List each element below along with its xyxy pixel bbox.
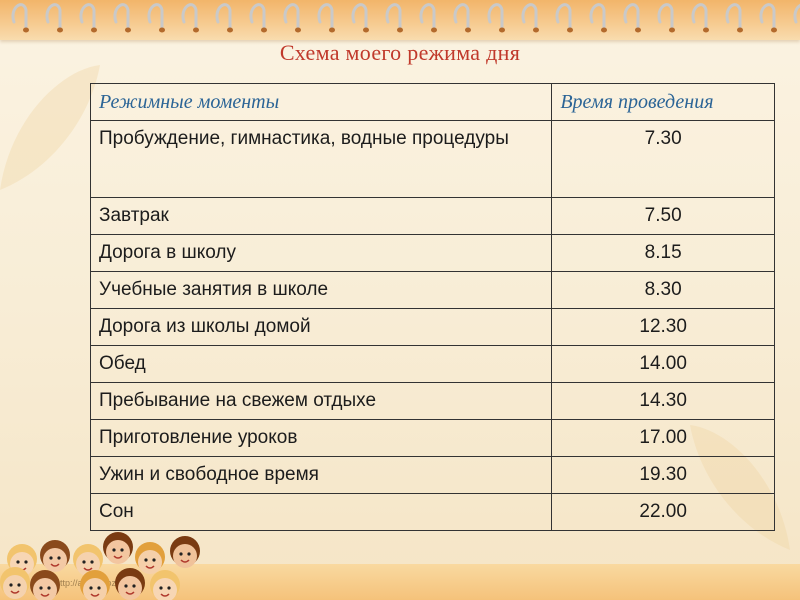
table-row: [91, 383, 775, 420]
child-eye: [124, 584, 127, 587]
ring-hole: [397, 28, 403, 33]
ring: [557, 5, 570, 30]
schedule-body: [91, 121, 775, 531]
child-eye: [39, 586, 42, 589]
activity-cell: Дорога в школу: [91, 235, 552, 272]
table-row: [91, 272, 775, 309]
ring-hole: [193, 28, 199, 33]
ring: [183, 5, 196, 30]
ring: [523, 5, 536, 30]
child-eye: [9, 583, 12, 586]
ring-hole: [261, 28, 267, 33]
ring: [727, 5, 740, 30]
ring: [489, 5, 502, 30]
table-row: [91, 420, 775, 457]
child-face: [43, 548, 67, 572]
ring-hole: [601, 28, 607, 33]
child-eye: [49, 556, 52, 559]
ring-hole: [669, 28, 675, 33]
child-eye: [120, 548, 123, 551]
ring-hole: [329, 28, 335, 33]
time-cell: 12.30: [552, 309, 775, 346]
child-eye: [82, 560, 85, 563]
table-row: [91, 346, 775, 383]
ring: [591, 5, 604, 30]
ring-hole: [159, 28, 165, 33]
ring-hole: [533, 28, 539, 33]
ring: [795, 5, 800, 30]
ring: [659, 5, 672, 30]
ring: [353, 5, 366, 30]
child-face: [118, 576, 142, 600]
ring-hole: [431, 28, 437, 33]
time-cell: 19.30: [552, 457, 775, 494]
child-eye: [17, 583, 20, 586]
ring: [47, 5, 60, 30]
ring-hole: [737, 28, 743, 33]
ring-hole: [91, 28, 97, 33]
child-eye: [144, 558, 147, 561]
child-eye: [152, 558, 155, 561]
activity-cell: Сон: [91, 494, 552, 531]
child-eye: [24, 560, 27, 563]
activity-cell: Обед: [91, 346, 552, 383]
schedule-table: [90, 83, 775, 531]
ring: [625, 5, 638, 30]
time-cell: 8.30: [552, 272, 775, 309]
ring-hole: [363, 28, 369, 33]
ring-hole: [567, 28, 573, 33]
activity-cell: Пребывание на свежем отдыхе: [91, 383, 552, 420]
ring: [319, 5, 332, 30]
ring-hole: [635, 28, 641, 33]
ring: [693, 5, 706, 30]
ring-hole: [295, 28, 301, 33]
table-row: [91, 457, 775, 494]
cartoon-children-illustration: [0, 500, 230, 600]
child-eye: [179, 552, 182, 555]
time-cell: 22.00: [552, 494, 775, 531]
time-cell: 8.15: [552, 235, 775, 272]
activity-cell: Дорога из школы домой: [91, 309, 552, 346]
child-face: [3, 575, 27, 599]
page-title: Схема моего режима дня: [279, 40, 521, 65]
table-row: [91, 198, 775, 235]
notebook-rings: [0, 0, 800, 40]
ring: [149, 5, 162, 30]
table-row: [91, 235, 775, 272]
time-cell: 7.30: [552, 121, 775, 198]
ring: [115, 5, 128, 30]
child-eye: [167, 586, 170, 589]
column-header-time: Время проведения: [552, 84, 775, 121]
activity-cell: Учебные занятия в школе: [91, 272, 552, 309]
child-eye: [47, 586, 50, 589]
child-eye: [187, 552, 190, 555]
time-cell: 14.30: [552, 383, 775, 420]
activity-cell: Пробуждение, гимнастика, водные процедуры: [91, 121, 552, 198]
ring: [421, 5, 434, 30]
ring: [251, 5, 264, 30]
column-header-activity: Режимные моменты: [91, 84, 552, 121]
activity-cell: Завтрак: [91, 198, 552, 235]
ring-hole: [465, 28, 471, 33]
ring-hole: [23, 28, 29, 33]
ring: [761, 5, 774, 30]
child-face: [106, 540, 130, 564]
ring: [387, 5, 400, 30]
ring: [13, 5, 26, 30]
child-face: [173, 544, 197, 568]
child-eye: [89, 586, 92, 589]
child-eye: [16, 560, 19, 563]
ring-hole: [125, 28, 131, 33]
ring-hole: [771, 28, 777, 33]
ring: [81, 5, 94, 30]
activity-cell: Ужин и свободное время: [91, 457, 552, 494]
child-eye: [57, 556, 60, 559]
child-eye: [112, 548, 115, 551]
child-face: [138, 550, 162, 574]
activity-cell: Приготовление уроков: [91, 420, 552, 457]
ring-hole: [499, 28, 505, 33]
child-eye: [159, 586, 162, 589]
ring: [285, 5, 298, 30]
table-row: [91, 121, 775, 198]
child-eye: [97, 586, 100, 589]
ring: [217, 5, 230, 30]
child-eye: [132, 584, 135, 587]
ring-hole: [703, 28, 709, 33]
time-cell: 7.50: [552, 198, 775, 235]
ring-hole: [57, 28, 63, 33]
table-row: [91, 309, 775, 346]
time-cell: 14.00: [552, 346, 775, 383]
ring: [455, 5, 468, 30]
ring-hole: [227, 28, 233, 33]
child-eye: [90, 560, 93, 563]
time-cell: 17.00: [552, 420, 775, 457]
